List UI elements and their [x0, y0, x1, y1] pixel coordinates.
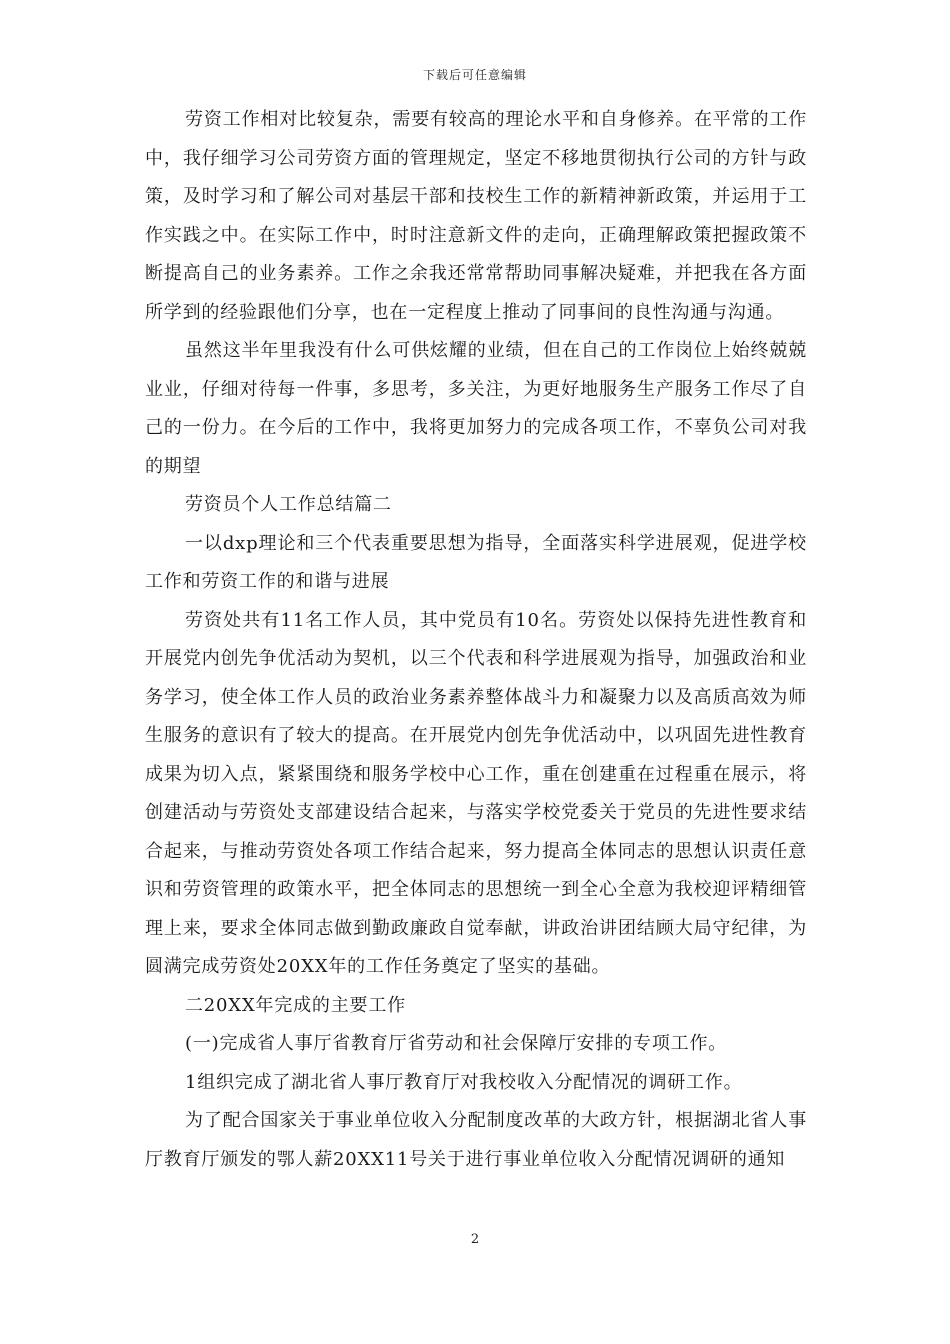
paragraph: 劳资工作相对比较复杂，需要有较高的理论水平和自身修养。在平常的工作中，我仔细学习公司劳资方面的管理规定，坚定不移地贯彻执行公司的方针与政策，及时学习和了解公司对基层干部和技校生工作的新精神新政策，并运用于工作实践之中。在实际工作中，时时注意新文件的走向，正确理解政策把握政策不断提高自己的业务素养。工作之余我还常常帮助同事解决疑难，并把我在各方面所学到的经验跟他们分享，也在一定程度上推动了同事间的良性沟通与沟通。 — [145, 109, 807, 323]
page-header: 下载后可任意编辑 — [422, 68, 527, 82]
paragraph: 虽然这半年里我没有什么可供炫耀的业绩，但在自己的工作岗位上始终兢兢业业，仔细对待每一件事，多思考，多关注，为更好地服务生产服务工作尽了自己的一份力。在今后的工作中，我将更加努力的完成各项工作，不辜负公司对我的期望 — [145, 340, 807, 477]
subsection-heading: (一)完成省人事厅省教育厅省劳动和社会保障厅安排的专项工作。 — [185, 1033, 728, 1054]
paragraph: 一以dxp理论和三个代表重要思想为指导，全面落实科学进展观，促进学校工作和劳资工作的和谐与进展 — [145, 532, 807, 592]
page-number: 2 — [470, 1232, 480, 1247]
paragraph: 劳资处共有11名工作人员，其中党员有10名。劳资处以保持先进性教育和开展党内创先争优活动为契机，以三个代表和科学进展观为指导，加强政治和业务学习，使全体工作人员的政治业务素养整体战斗力和凝聚力以及高质高效为师生服务的意识有了较大的提高。在开展党内创先争优活动中，以巩固先进性教育成果为切入点，紧紧围绕和服务学校中心工作，重在创建重在过程重在展示，将创建活动与劳资处支部建设结合起来，与落实学校党委关于党员的先进性要求结合起来，与推动劳资处各项工作结合起来，努力提高全体同志的思想认识责任意识和劳资管理的政策水平，把全体同志的思想统一到全心全意为我校迎评精细管理上来，要求全体同志做到勤政廉政自觉奉献，讲政治讲团结顾大局守纪律，为圆满完成劳资处20XX年的工作任务奠定了坚实的基础。 — [145, 609, 807, 977]
paragraph: 为了配合国家关于事业单位收入分配制度改革的大政方针，根据湖北省人事厅教育厅颁发的鄂人薪20XX11号关于进行事业单位收入分配情况调研的通知 — [145, 1110, 807, 1170]
section-title: 劳资员个人工作总结篇二 — [185, 494, 392, 515]
section-heading: 二20XX年完成的主要工作 — [185, 994, 406, 1016]
document-body — [145, 101, 807, 1179]
list-item: 1组织完成了湖北省人事厅教育厅对我校收入分配情况的调研工作。 — [185, 1071, 743, 1093]
